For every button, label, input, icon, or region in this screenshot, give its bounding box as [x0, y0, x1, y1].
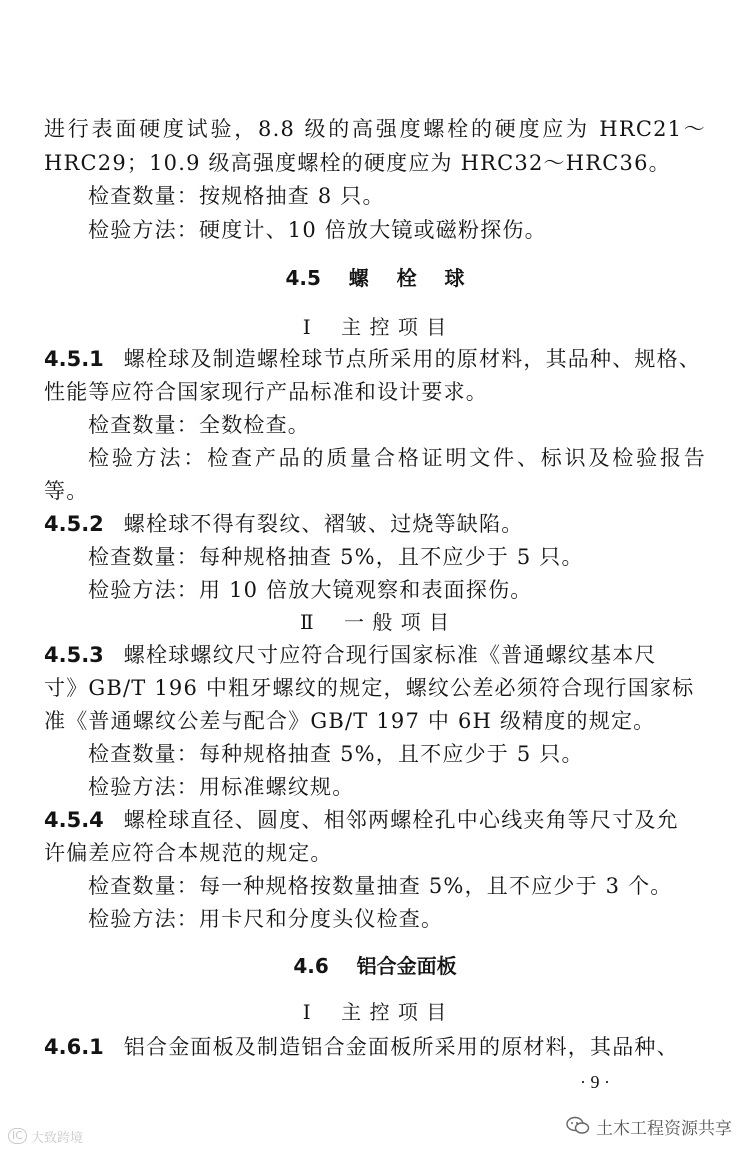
- text-line: 寸》GB/T 196 中粗牙螺纹的规定，螺纹公差必须符合现行国家标: [44, 676, 695, 700]
- text-line: 许偏差应符合本规范的规定。: [44, 841, 333, 865]
- subsection-heading-main-items: Ⅰ 主 控 项 目: [302, 315, 448, 339]
- clause-text: 螺栓球螺纹尺寸应符合现行国家标准《普通螺纹基本尺: [123, 643, 657, 667]
- chat-bubble-icon: [566, 1116, 590, 1136]
- text-line: 检验方法：用标准螺纹规。: [88, 775, 355, 799]
- clause-4-6-1: [44, 1032, 706, 1062]
- text-line: 检查数量：每种规格抽查 5%，且不应少于 5 只。: [88, 545, 584, 569]
- text-line: HRC29；10.9 级高强度螺栓的硬度应为 HRC32～HRC36。: [44, 151, 671, 175]
- clause-text: 螺栓球不得有裂纹、褶皱、过烧等缺陷。: [123, 512, 524, 536]
- clause-number: 4.5.2: [44, 512, 104, 536]
- clause-4-5-1: [44, 344, 706, 374]
- clause-number: 4.6.1: [44, 1035, 104, 1059]
- clause-number: 4.5.1: [44, 347, 104, 371]
- clause-text: 螺栓球直径、圆度、相邻两螺栓孔中心线夹角等尺寸及允: [123, 808, 679, 832]
- text-line: 检查数量：每一种规格按数量抽查 5%，且不应少于 3 个。: [88, 874, 673, 898]
- subsection-heading-main-items: Ⅰ 主 控 项 目: [302, 1000, 448, 1024]
- page-number: · 9 ·: [580, 1072, 610, 1092]
- section-heading-4-5: 4.5 螺 栓 球: [285, 266, 465, 290]
- text-line: 检查数量：按规格抽查 8 只。: [88, 184, 385, 208]
- text-line: 等。: [44, 479, 89, 503]
- text-line: 性能等应符合国家现行产品标准和设计要求。: [44, 380, 488, 404]
- watermark-left: [8, 1125, 83, 1147]
- clause-number: 4.5.3: [44, 643, 104, 667]
- subsection-heading-general-items: Ⅱ 一 般 项 目: [299, 610, 451, 634]
- text-line: 检验方法：硬度计、10 倍放大镜或磁粉探伤。: [88, 218, 547, 242]
- watermark-right-text: 土木工程资源共享: [596, 1118, 732, 1139]
- text-line: 检验方法：用卡尺和分度头仪检查。: [88, 907, 444, 931]
- text-line: 检查数量：全数检查。: [88, 413, 310, 437]
- clause-text: 铝合金面板及制造铝合金面板所采用的原材料，其品种、: [123, 1035, 679, 1059]
- watermark-left-text: 大致跨境: [30, 1130, 83, 1146]
- text-line: 检查数量：每种规格抽查 5%，且不应少于 5 只。: [88, 742, 584, 766]
- text-line: 检验方法：检查产品的质量合格证明文件、标识及检验报告: [88, 446, 706, 470]
- clause-4-5-3: [44, 640, 706, 670]
- text-line: 准《普通螺纹公差与配合》GB/T 197 中 6H 级精度的规定。: [44, 709, 656, 733]
- text-line: 进行表面硬度试验，8.8 级的高强度螺栓的硬度应为 HRC21～: [44, 117, 706, 141]
- watermark-logo: IC: [8, 1128, 27, 1144]
- clause-4-5-4: [44, 805, 706, 835]
- clause-number: 4.5.4: [44, 808, 104, 832]
- text-line: 检验方法：用 10 倍放大镜观察和表面探伤。: [88, 578, 533, 602]
- clause-text: 螺栓球及制造螺栓球节点所采用的原材料，其品种、规格、: [123, 347, 701, 371]
- clause-4-5-2: [44, 509, 706, 539]
- section-heading-4-6: 4.6 铝合金面板: [293, 954, 457, 978]
- watermark-right: [566, 1111, 732, 1141]
